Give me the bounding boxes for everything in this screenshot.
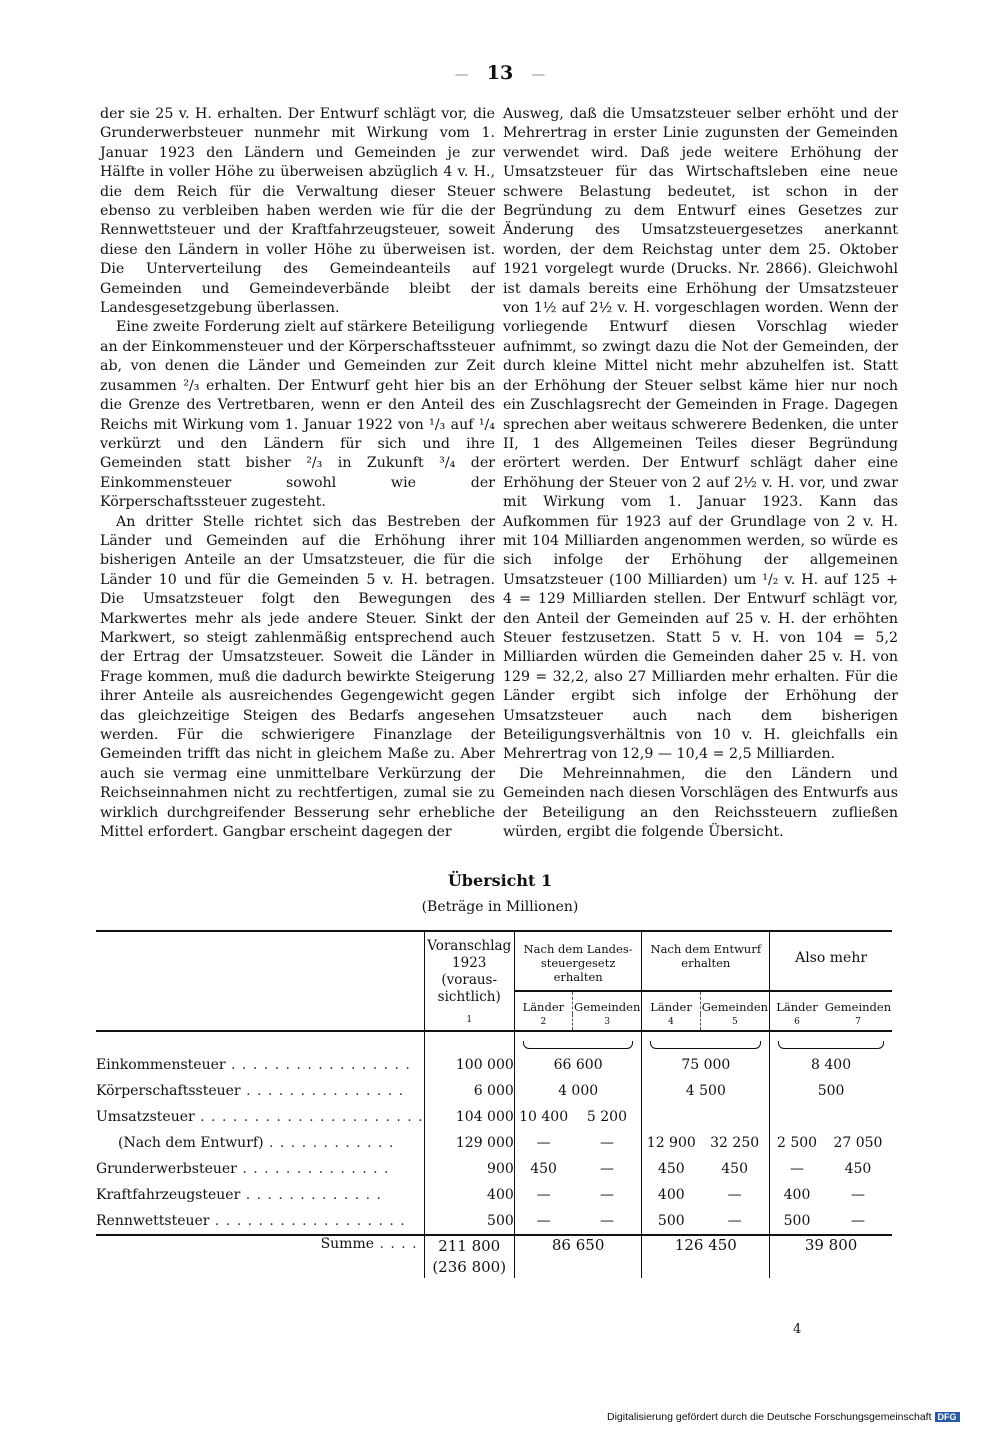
- row-label: [96, 1052, 424, 1078]
- row-label-dots: . . . . . . . . . . . . . .: [236, 1161, 390, 1177]
- left-paragraph-2: Eine zweite Forderung zielt auf stärkere Beteiligung an der Einkommensteuer und der Körperschaftssteuer ab, von denen die Länder und Gemeinden zur Zeit zusammen ²/₃ erhalten. Der Entwurf geht hier bis an die Grenze des Vertretbaren, wenn er den Anteil des Reichs mit Wirkung vom 1. Januar 1922 von ¹/₃ auf ¹/₄ verkürzt und den Ländern für sich und ihre Gemeinden statt bisher ²/₃ in Zukunft ³/₄ der Einkommensteuer sowohl wie der Körperschaftssteuer zugesteht.: [100, 319, 496, 511]
- sum-col1: [424, 1235, 514, 1278]
- col-number-7: 7: [855, 1017, 861, 1027]
- cell-col6: [770, 1104, 824, 1130]
- cell-col23: 66 600: [514, 1052, 642, 1078]
- table-row: [96, 1130, 892, 1156]
- bracket-entwurf: [642, 1031, 770, 1052]
- page-number-dash-left: —: [454, 67, 469, 83]
- row-label-dots: . . . . . . . . . . . . . . .: [240, 1083, 405, 1099]
- header-landes-line2: steuergesetz erhalten: [540, 956, 616, 984]
- cell-col45: 75 000: [642, 1052, 770, 1078]
- cell-col5: —: [727, 1187, 742, 1203]
- table-sum-row: [96, 1235, 892, 1278]
- sum-col23: 86 650: [514, 1235, 642, 1278]
- cell-col4: 450: [642, 1156, 700, 1182]
- row-label-text: (Nach dem Entwurf): [118, 1135, 264, 1151]
- row-label-dots: . . . . . . . . . . . . . . . . . .: [209, 1213, 406, 1229]
- row-label-text: Kraftfahrzeugsteuer: [96, 1187, 241, 1203]
- header-entwurf-line1: Nach dem Entwurf: [650, 942, 762, 956]
- row-label-dots: . . . . . . . . . . . .: [263, 1135, 395, 1151]
- table-row: [96, 1182, 892, 1208]
- table-row: [96, 1104, 892, 1130]
- col-number-4: 4: [642, 1014, 700, 1031]
- table-subtitle: (Beträge in Millionen): [421, 899, 579, 915]
- header-group-entwurf: [642, 931, 770, 991]
- cell-col2: —: [514, 1208, 572, 1235]
- subheader-laender-4: Länder: [642, 991, 700, 1014]
- row-label: [96, 1104, 424, 1130]
- row-label-dots: . . . . . . . . . . . . . . . . . . . . .: [194, 1109, 424, 1125]
- row-label-dots: . . . . . . . . . . . . .: [240, 1187, 382, 1203]
- cell-col1: 129 000: [424, 1130, 514, 1156]
- cell-col1: 6 000: [424, 1078, 514, 1104]
- table-header-row: [96, 931, 892, 991]
- col-number-5: 5: [700, 1014, 770, 1031]
- header-empty-cell: [96, 931, 424, 1031]
- cell-col1: 500: [424, 1208, 514, 1235]
- row-label: [96, 1208, 424, 1235]
- row-label-text: Körperschaftssteuer: [96, 1083, 241, 1099]
- cell-col6: 2 500: [770, 1130, 824, 1156]
- subheader-laender-2: Länder: [514, 991, 572, 1014]
- cell-col2: —: [514, 1182, 572, 1208]
- subheader-gemeinden-7: Gemeinden: [824, 991, 892, 1014]
- header-group-mehr: Also mehr: [770, 931, 892, 991]
- right-paragraph-1: Ausweg, daß die Umsatzsteuer selber erhöht und der Mehrertrag in erster Linie zugunsten der Gemeinden verwendet wird. Daß jede weitere Erhöhung der Umsatzsteuer für das Wirtschaftsleben eine neue schwere Belastung bedeutet, ist schon in der Begründung zu dem Entwurf eines Gesetzes zur Änderung des Umsatzsteuergesetzes anerkannt worden, der dem Reichstag unter dem 25. Oktober 1921 vorgelegt wurde (Drucks. Nr. 2866). Gleichwohl ist damals bereits eine Erhöhung der Umsatzsteuer von 1½ auf 2½ v. H. vorgeschlagen worden. Wenn der vorliegende Entwurf diesen Vorschlag wieder aufnimmt, so zwingt dazu die Not der Gemeinden, der durch kleine Mittel nicht mehr abzuhelfen ist. Statt der Erhöhung der Steuer selbst käme hier nur noch ein Zuschlagsrecht der Gemeinden in Frage. Dagegen sprechen aber weitaus schwerere Bedenken, die unter II, 1 des Allgemeinen Teiles dieser Begründung erörtert werden. Der Entwurf schlägt daher eine Erhöhung der Steuer von 2 auf 2½ v. H. vor, und zwar mit Wirkung vom 1. Januar 1923. Kann das Aufkommen für 1923 auf der Grundlage von 2 v. H. mit 104 Milliarden angenommen werden, so würde es sich infolge der Erhöhung der allgemeinen Umsatzsteuer (100 Milliarden) um ¹/₂ v. H. auf 125 + 4 = 129 Milliarden stellen. Der Entwurf schlägt vor, den Anteil der Gemeinden auf 25 v. H. der erhöhten Steuer festzusetzen. Statt 5 v. H. von 104 = 5,2 Milliarden würden die Gemeinden daher 25 v. H. von 129 = 32,2, also 27 Milliarden mehr erhalten. Für die Länder ergibt sich infolge der Erhöhung der Umsatzsteuer auch nach dem bisherigen Beteiligungsverhältnis von 10 v. H. gleichfalls ein Mehrertrag von 12,9 — 10,4 = 2,5 Milliarden.: [503, 106, 898, 763]
- bracket-spacer: [96, 1031, 424, 1052]
- table-row: [96, 1052, 892, 1078]
- footer-credit: [607, 1411, 960, 1423]
- cell-col5: [700, 1104, 770, 1130]
- right-text-column: [503, 105, 898, 842]
- col-number-3: 3: [572, 1014, 642, 1031]
- row-label-text: Einkommensteuer: [96, 1057, 226, 1073]
- header-voranschlag: [424, 931, 514, 1031]
- col-number-6: 6: [770, 1014, 824, 1031]
- header-landes-line1: Nach dem Landes-: [523, 942, 633, 956]
- row-label-text: Rennwettsteuer: [96, 1213, 210, 1229]
- cell-col3: —: [599, 1135, 614, 1151]
- cell-col3: 5 200: [586, 1109, 627, 1125]
- subheader-laender-6: Länder: [770, 991, 824, 1014]
- bracket-spacer-col1: [424, 1031, 514, 1052]
- cell-col67: 8 400: [770, 1052, 892, 1078]
- row-label: [96, 1078, 424, 1104]
- cell-col2: 10 400: [514, 1104, 572, 1130]
- sum-label: [96, 1235, 424, 1278]
- header-voranschlag-line2: 1923: [452, 955, 487, 971]
- left-paragraph-1: der sie 25 v. H. erhalten. Der Entwurf schlägt vor, die Grunderwerbsteuer nunmehr mit Wirkung vom 1. Januar 1923 den Ländern und Gemeinden je zur Hälfte in voller Höhe zu überweisen abzüglich 4 v. H., die dem Reich für die Verwaltung dieser Steuer ebenso zu verbleiben haben werden wie für die der Rennwettsteuer und der Kraftfahrzeugsteuer, soweit diese den Ländern in voller Höhe zu überweisen ist. Die Unterverteilung des Gemeindeanteils auf Gemeinden und Gemeindeverbände bleibt der Landesgesetzgebung überlassen.: [100, 106, 495, 317]
- cell-col1: 400: [424, 1182, 514, 1208]
- row-label: [96, 1182, 424, 1208]
- header-voranschlag-line3: (voraus-: [441, 972, 498, 988]
- sum-label-text: Summe: [320, 1236, 375, 1252]
- bracket-landes: [514, 1031, 642, 1052]
- subheader-gemeinden-3: Gemeinden: [572, 991, 642, 1014]
- cell-col7: —: [850, 1187, 865, 1203]
- cell-col1: 900: [424, 1156, 514, 1182]
- cell-col6: 400: [770, 1182, 824, 1208]
- header-voranschlag-line1: Voranschlag: [427, 938, 512, 954]
- table-row: [96, 1078, 892, 1104]
- cell-col3: —: [599, 1161, 614, 1177]
- page-number: [0, 62, 1000, 84]
- cell-col45: 4 500: [642, 1078, 770, 1104]
- row-label-dots: . . . . . . . . . . . . . . . . .: [225, 1057, 411, 1073]
- row-label-text: Umsatzsteuer: [96, 1109, 195, 1125]
- cell-col4: 12 900: [642, 1130, 700, 1156]
- cell-col7: [824, 1104, 892, 1130]
- right-paragraph-2: Die Mehreinnahmen, die den Ländern und Gemeinden nach diesen Vorschlägen des Entwurfs aus der Beteiligung an den Reichssteuern zufließen würden, ergibt die folgende Übersicht.: [503, 765, 898, 841]
- page-bottom-number: 4: [793, 1322, 802, 1337]
- sum-col45: 126 450: [642, 1235, 770, 1278]
- left-paragraph-3: An dritter Stelle richtet sich das Bestreben der Länder und Gemeinden auf die Erhöhung ihrer bisherigen Anteile an der Umsatzsteuer, die für die Länder 10 und für die Gemeinden 5 v. H. betragen. Die Umsatzsteuer folgt den Bewegungen des Markwertes mehr als jede andere Steuer. Sinkt der Markwert, so steigt zahlenmäßig entsprechend auch der Ertrag der Umsatzsteuer. Soweit die Länder in Frage kommen, muß die dadurch bewirkte Steigerung ihrer Anteile als ausreichendes Gegengewicht gegen das gleichzeitige Steigen des Bedarfs angesehen werden. Für die schwierigere Finanzlage der Gemeinden trifft das nicht in gleichem Maße zu. Aber auch sie vermag eine unmittelbare Verkürzung der Reichseinnahmen nicht zu rechtfertigen, zumal sie zu wirklich durchgreifender Besserung sehr erhebliche Mittel erfordert. Gangbar erscheint dagegen der: [100, 513, 495, 841]
- cell-col2: 450: [514, 1156, 572, 1182]
- cell-col67: 500: [770, 1078, 892, 1104]
- sum-col1-value-alt: (236 800): [432, 1258, 507, 1276]
- page-number-dash-right: —: [531, 67, 546, 83]
- cell-col7: —: [850, 1213, 865, 1229]
- cell-col2: —: [514, 1130, 572, 1156]
- bracket-mehr: [770, 1031, 892, 1052]
- header-entwurf-line2: erhalten: [681, 956, 731, 970]
- cell-col4: 500: [642, 1208, 700, 1235]
- table-row: [96, 1208, 892, 1235]
- table-bracket-row: [96, 1031, 892, 1052]
- left-text-column: [100, 105, 495, 842]
- subheader-gemeinden-5: Gemeinden: [700, 991, 770, 1014]
- footer-text: Digitalisierung gefördert durch die Deutsche Forschungsgemeinschaft: [607, 1411, 932, 1423]
- cell-col3: —: [599, 1187, 614, 1203]
- row-label-text: Grunderwerbsteuer: [96, 1161, 237, 1177]
- cell-col4: 400: [642, 1182, 700, 1208]
- overview-table: [96, 930, 892, 1278]
- cell-col23: 4 000: [514, 1078, 642, 1104]
- table-row: [96, 1156, 892, 1182]
- row-label: [96, 1130, 424, 1156]
- cell-col1: 104 000: [424, 1104, 514, 1130]
- sum-col1-value: 211 800: [438, 1237, 501, 1255]
- row-label: [96, 1156, 424, 1182]
- cell-col5: —: [727, 1213, 742, 1229]
- cell-col5: 450: [721, 1161, 748, 1177]
- cell-col3: —: [599, 1213, 614, 1229]
- cell-col5: 32 250: [710, 1135, 760, 1151]
- cell-col1: 100 000: [424, 1052, 514, 1078]
- cell-col6: —: [770, 1156, 824, 1182]
- page-number-value: 13: [486, 62, 514, 84]
- cell-col4: [642, 1104, 700, 1130]
- cell-col7: 27 050: [833, 1135, 883, 1151]
- col-number-1: 1: [466, 1015, 473, 1025]
- col-number-2: 2: [514, 1014, 572, 1031]
- header-voranschlag-line4: sichtlich): [437, 989, 501, 1005]
- table-title: Übersicht 1: [447, 871, 553, 890]
- dfg-logo: DFG: [935, 1412, 960, 1422]
- sum-dots: . . . .: [374, 1236, 418, 1252]
- cell-col7: 450: [844, 1161, 872, 1177]
- header-group-landes: [514, 931, 642, 991]
- cell-col6: 500: [770, 1208, 824, 1235]
- sum-col67: 39 800: [770, 1235, 892, 1278]
